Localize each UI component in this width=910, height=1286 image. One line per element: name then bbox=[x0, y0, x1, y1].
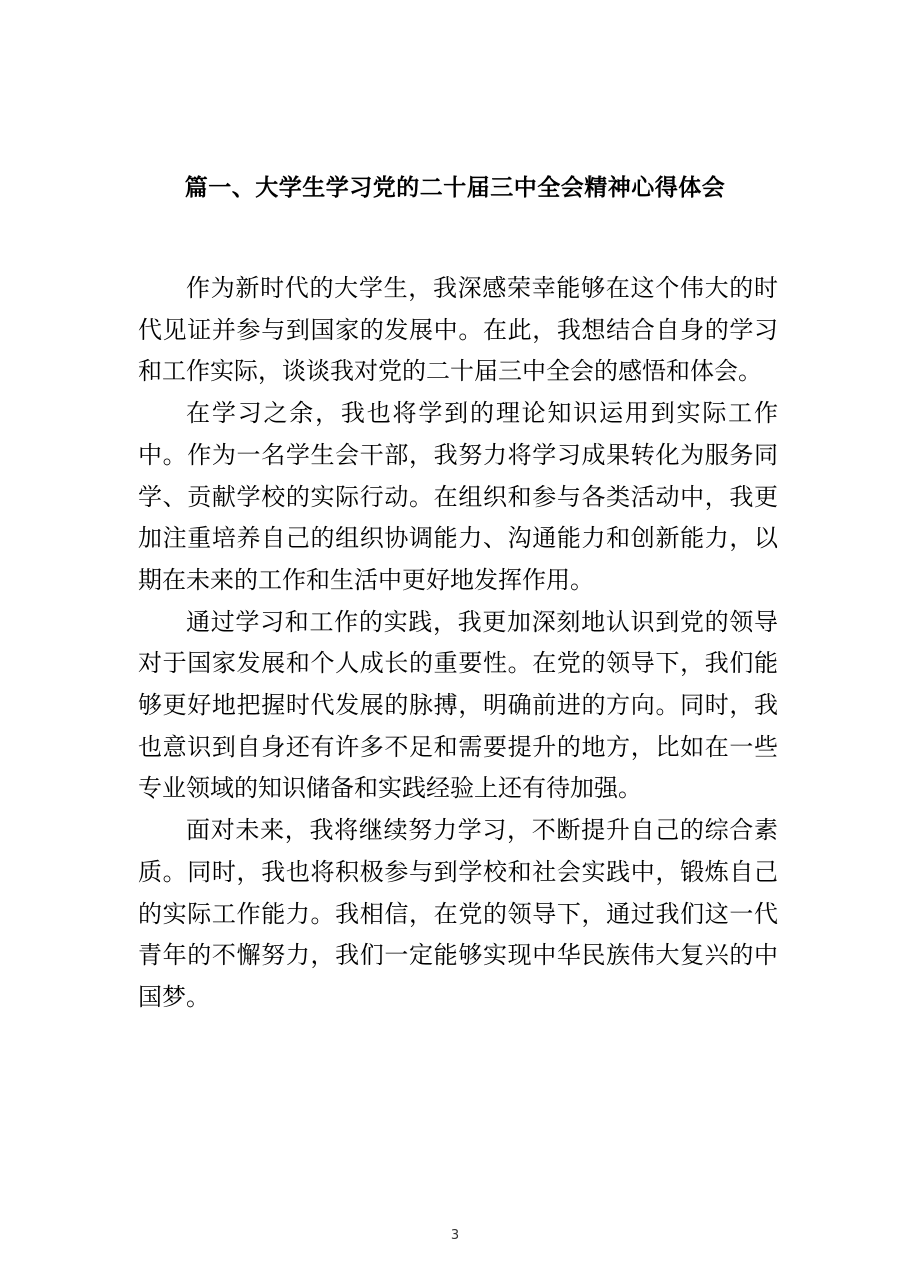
paragraph-1: 作为新时代的大学生，我深感荣幸能够在这个伟大的时代见证并参与到国家的发展中。在此，我想结合自身的学习和工作实际，谈谈我对党的二十届三中全会的感悟和体会。 bbox=[138, 274, 778, 386]
paragraph-3: 通过学习和工作的实践，我更加深刻地认识到党的领导对于国家发展和个人成长的重要性。在党的领导下，我们能够更好地把握时代发展的脉搏，明确前进的方向。同时，我也意识到自身还有许多不足和需要提升的地方，比如在一些专业领域的知识储备和实践经验上还有待加强。 bbox=[138, 607, 778, 803]
page-number: 3 bbox=[450, 1228, 460, 1243]
paragraph-4: 面对未来，我将继续努力学习，不断提升自己的综合素质。同时，我也将积极参与到学校和社会实践中，锻炼自己的实际工作能力。我相信，在党的领导下，通过我们这一代青年的不懈努力，我们一定能够实现中华民族伟大复兴的中国梦。 bbox=[138, 816, 778, 1011]
paragraph-2: 在学习之余，我也将学到的理论知识运用到实际工作中。作为一名学生会干部，我努力将学习成果转化为服务同学、贡献学校的实际行动。在组织和参与各类活动中，我更加注重培养自己的组织协调能力、沟通能力和创新能力，以期在未来的工作和生活中更好地发挥作用。 bbox=[138, 399, 778, 594]
document-title: 篇一、大学生学习党的二十届三中全会精神心得体会 bbox=[184, 175, 726, 201]
document-body bbox=[138, 268, 778, 1019]
